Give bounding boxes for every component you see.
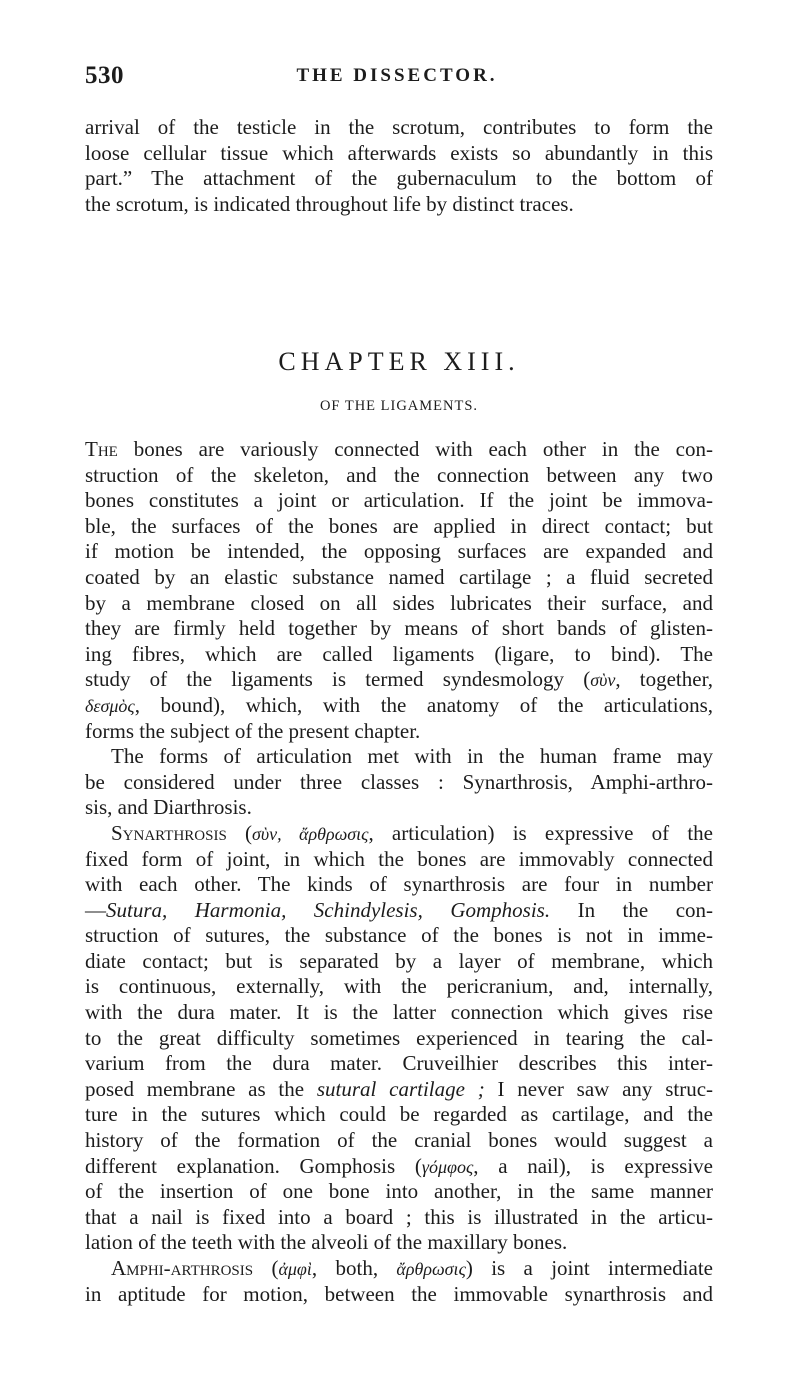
text-line [85,437,713,463]
text-line: ble, the surfaces of the bones are applied in direct contact; but [85,513,713,538]
lead-word: The [85,437,118,461]
text-span: study of the ligaments is termed syndesmology ( [85,667,591,692]
text-span: — [85,897,106,922]
text-span: posed membrane as the [85,1076,317,1101]
text-line: history of the formation of the cranial bones would suggest a [85,1128,713,1153]
text-line: the scrotum, is indicated throughout life by distinct traces. [85,191,574,216]
text-line: forms the subject of the present chapter. [85,718,421,743]
text-line: with the dura mater. It is the latter connection which gives rise [85,1000,713,1025]
text-line [85,667,713,693]
text-line: diate contact; but is separated by a layer of membrane, which [85,948,713,973]
text-line: ture in the sutures which could be regarded as cartilage, and the [85,1102,713,1127]
text-line [85,898,713,924]
text-line: struction of the skeleton, and the connection between any two [85,462,713,487]
text-line: of the insertion of one bone into another, in the same manner [85,1179,713,1204]
term-heading: Synarthrosis [111,820,227,845]
text-line [85,1077,713,1103]
text-span: different explanation. Gomphosis ( [85,1153,422,1178]
running-head: THE DISSECTOR. [296,65,498,86]
text-line: The forms of articulation met with in the human frame may [111,744,713,769]
greek-term: δεσμὸς [85,695,135,716]
text-span: I never saw any struc- [484,1076,714,1101]
text-span: , both, [311,1256,397,1280]
text-line: is continuous, externally, with the pericranium, and, internally, [85,974,713,999]
text-span: ( [226,820,252,845]
intro-paragraph [85,115,713,217]
text-line: fixed form of joint, in which the bones are immovably connected [85,846,713,871]
greek-term: σὺν [590,670,616,691]
text-span: ( [253,1256,279,1280]
chapter-title: CHAPTER XIII. [278,347,520,376]
text-line [85,1256,713,1282]
text-line: sis, and Diarthrosis. [85,795,252,820]
text-line [85,821,713,847]
text-span: , articulation) is expressive of the [368,820,713,845]
greek-term: σὺν, ἄρθρωσις [251,823,369,844]
term-heading: Amphi-arthrosis [111,1256,254,1280]
text-line: part.” The attachment of the gubernaculum to the bottom of [85,166,713,191]
text-line [85,1154,713,1180]
greek-term: ἄρθρωσις [396,1259,466,1279]
chapter-subtitle: OF THE LIGAMENTS. [319,398,479,414]
text-line: loose cellular tissue which afterwards exists so abundantly in this [85,140,713,165]
text-line: to the great difficulty sometimes experienced in tearing the cal- [85,1025,713,1050]
text-span: In the con- [550,897,714,922]
text-line: ing fibres, which are called ligaments (ligare, to bind). The [85,641,713,666]
text-line: they are firmly held together by means of short bands of glisten- [85,616,713,641]
text-line: coated by an elastic substance named cartilage ; a fluid secreted [85,564,713,589]
italic-terms: Sutura, Harmonia, Schindylesis, Gomphosis. [106,897,551,922]
text-line: with each other. The kinds of synarthrosis are four in number [85,872,713,897]
text-line: be considered under three classes : Synarthrosis, Amphi-arthro- [85,769,713,794]
text-span: , a nail), is expressive [473,1153,713,1178]
chapter-body [85,437,713,1307]
text-line: arrival of the testicle in the scrotum, contributes to form the [85,115,713,139]
text-line: by a membrane closed on all sides lubricates their surface, and [85,590,713,615]
text-line: bones constitutes a joint or articulation. If the joint be immova- [85,488,713,513]
text-line: in aptitude for motion, between the immovable synarthrosis and [85,1281,713,1306]
italic-term: sutural cartilage ; [316,1076,485,1101]
text-line [85,693,713,719]
text-span: , together, [615,667,713,692]
text-line: struction of sutures, the substance of the bones is not in imme- [85,923,713,948]
page-number: 530 [85,62,124,89]
page-header [85,62,709,92]
text-span: , bound), which, with the anatomy of the articulations, [134,692,713,717]
text-span: bones are variously connected with each other in the con- [117,437,713,461]
greek-term: γόμφος [421,1156,474,1177]
text-line: lation of the teeth with the alveoli of the maxillary bones. [85,1230,568,1255]
greek-term: ἀμφὶ [278,1259,312,1279]
text-line: if motion be intended, the opposing surfaces are expanded and [85,539,713,564]
text-line: varium from the dura mater. Cruveilhier describes this inter- [85,1051,713,1076]
text-line: that a nail is fixed into a board ; this is illustrated in the articu- [85,1204,713,1229]
text-span: ) is a joint intermediate [465,1256,713,1280]
